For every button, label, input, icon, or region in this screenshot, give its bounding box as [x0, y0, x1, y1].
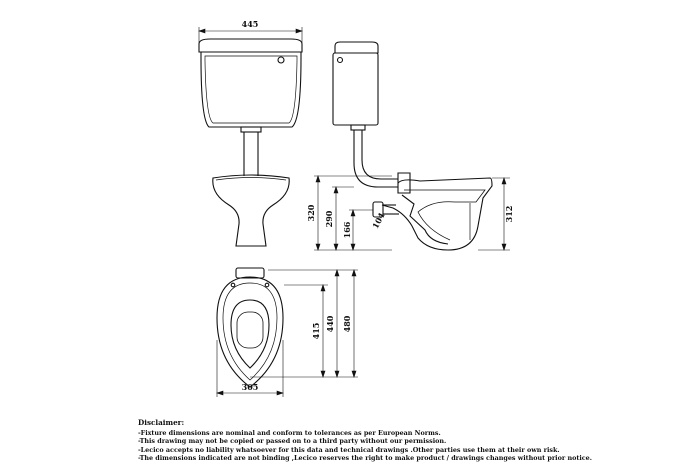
side-pan [373, 178, 492, 250]
hinge-hole-left-icon [231, 283, 235, 287]
disclaimer-line: -This drawing may not be copied or passed on to a third party without our permission. [138, 437, 447, 446]
dim-rim-height: 312 [504, 205, 514, 223]
dim-outlet-height: 290 [324, 210, 334, 228]
dim-outlet-diameter: 104 [370, 210, 387, 231]
dim-outlet-center: 166 [342, 221, 352, 239]
hinge-hole-right-icon [265, 283, 269, 287]
disclaimer-line: -Fixture dimensions are nominal and conform to tolerances as per European Norms. [138, 428, 441, 437]
side-view [333, 42, 492, 250]
dim-overall-length: 440 [325, 315, 335, 333]
disclaimer-line: -Lecico accepts no liability whatsoever for this data and technical drawings .Other parties use them at their own risk. [138, 445, 560, 454]
disclaimer-title: Disclaimer: [138, 418, 185, 427]
disclaimer [138, 419, 678, 463]
dim-bowl-height: 320 [306, 204, 316, 222]
dim-bowl-width: 305 [241, 382, 259, 392]
front-cistern [199, 39, 302, 127]
front-view [199, 39, 302, 387]
dim-total-length: 480 [342, 315, 352, 333]
front-pan [213, 175, 289, 246]
side-button-icon [338, 58, 343, 63]
disclaimer-line: -The dimensions indicated are not binding ,Lecico reserves the right to make product / drawings changes without prior notice. [138, 454, 592, 463]
dim-tank-width: 445 [241, 19, 259, 29]
top-view-seat [217, 268, 283, 387]
side-flush-pipe [354, 130, 410, 193]
dim-seat-length: 415 [311, 322, 321, 340]
flush-button-icon [278, 57, 284, 63]
side-cistern [333, 42, 378, 130]
front-flush-pipe [241, 127, 261, 176]
